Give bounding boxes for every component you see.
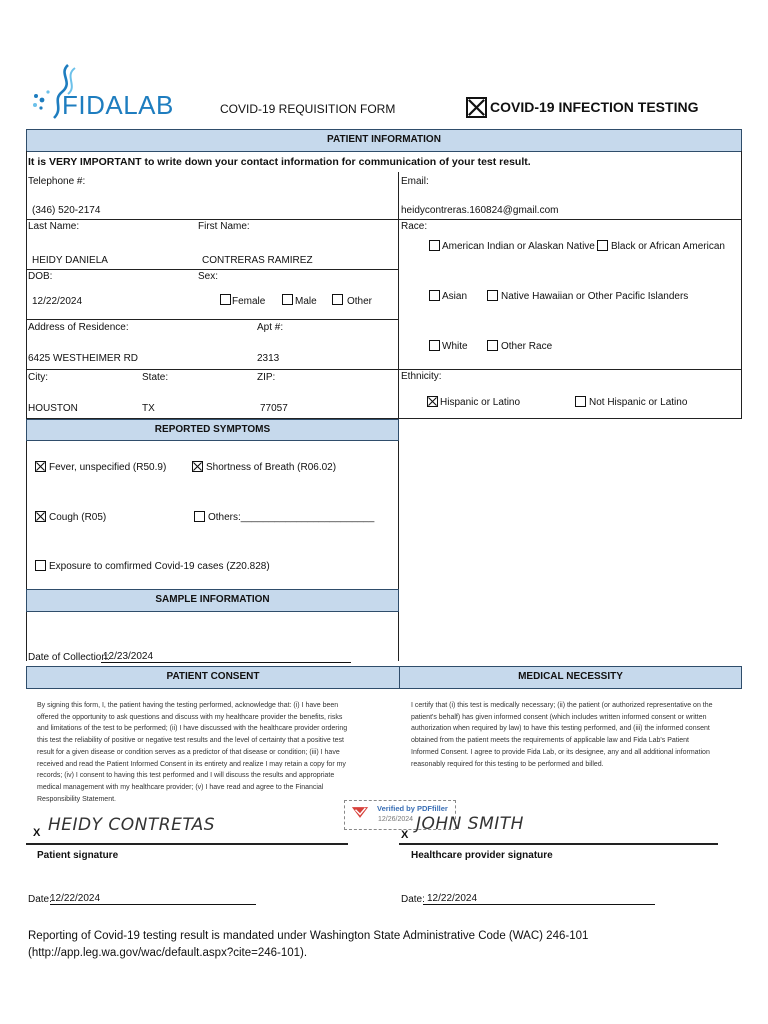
race-white-label: White [442,341,468,352]
symptom-exposure-label: Exposure to comfirmed Covid-19 cases (Z20.828) [49,561,270,572]
logo-text: FIDALAB [62,90,174,120]
symptom-cough-label: Cough (R05) [49,512,107,523]
telephone-label: Telephone #: [28,176,86,187]
patient-info-frame [26,151,742,419]
address-value[interactable]: 6425 WESTHEIMER RD [28,353,139,364]
race-asian-checkbox[interactable] [429,290,440,301]
sex-other-label: Other [347,296,373,307]
apt-value[interactable]: 2313 [257,353,280,364]
footer-line-1: Reporting of Covid-19 testing result is mandated under Washington State Administrative Code (WAC) 246-101 [28,930,589,942]
patient-signature-label: Patient signature [37,850,119,861]
testing-checkbox[interactable] [466,97,487,118]
symptom-fever-label: Fever, unspecified (R50.9) [49,462,167,473]
race-american-indian-checkbox[interactable] [429,240,440,251]
provider-signature[interactable]: JOHN SMITH [416,814,524,834]
ethnicity-label: Ethnicity: [401,371,442,382]
sex-male-label: Male [295,296,317,307]
ethnicity-not-hispanic-checkbox[interactable] [575,396,586,407]
ethnicity-hispanic-label: Hispanic or Latino [440,397,521,408]
last-name-label: Last Name: [28,221,80,232]
city-value[interactable]: HOUSTON [28,403,78,414]
race-black-label: Black or African American [611,241,725,252]
patient-x-mark: X [33,827,41,839]
race-white-checkbox[interactable] [429,340,440,351]
patient-info-header: PATIENT INFORMATION [26,129,742,152]
check-x-icon [36,512,45,521]
state-label: State: [142,372,169,383]
first-name-label: First Name: [198,221,250,232]
collection-date-value[interactable]: 12/23/2024 [101,651,351,663]
provider-x-mark: X [401,829,409,841]
pdffiller-check-icon [351,806,369,819]
symptoms-header: REPORTED SYMPTOMS [26,419,399,441]
fidalab-logo [28,62,188,124]
dob-label: DOB: [28,271,53,282]
collection-date-label: Date of Collection: [28,652,110,663]
symptom-fever-checkbox[interactable] [35,461,46,472]
sex-other-checkbox[interactable] [332,294,343,305]
testing-title: COVID-19 INFECTION TESTING [490,99,699,115]
sex-label: Sex: [198,271,219,282]
race-asian-label: Asian [442,291,468,302]
zip-value[interactable]: 77057 [260,403,288,414]
state-value[interactable]: TX [142,403,155,414]
form-title: COVID-19 REQUISITION FORM [220,102,396,116]
city-label: City: [28,372,48,383]
dob-value[interactable]: 12/22/2024 [32,296,83,307]
telephone-value[interactable]: (346) 520-2174 [32,205,101,216]
provider-date-label: Date: [401,894,425,905]
patient-signature[interactable]: HEIDY CONTRETAS [48,815,216,835]
check-x-icon [36,462,45,471]
sex-male-checkbox[interactable] [282,294,293,305]
ethnicity-hispanic-checkbox[interactable] [427,396,438,407]
stamp-date: 12/26/2024 [378,816,414,823]
stamp-text: Verified by PDFfiller [377,804,448,813]
provider-signature-label: Healthcare provider signature [411,850,553,861]
footer-line-2: (http://app.leg.wa.gov/wac/default.aspx?cite=246-101). [28,947,308,959]
first-name-value[interactable]: CONTRERAS RAMIREZ [202,255,313,266]
race-black-checkbox[interactable] [597,240,608,251]
patient-date-label: Date: [28,894,52,905]
symptom-others-label: Others:________________________ [208,512,375,523]
email-label: Email: [401,176,429,187]
sex-female-checkbox[interactable] [220,294,231,305]
check-x-icon [468,99,485,116]
sex-female-label: Female [232,296,266,307]
email-value[interactable]: heidycontreras.160824@gmail.com [401,205,559,216]
symptom-breath-label: Shortness of Breath (R06.02) [206,462,337,473]
symptom-breath-checkbox[interactable] [192,461,203,472]
address-label: Address of Residence: [28,322,129,333]
race-other-checkbox[interactable] [487,340,498,351]
patient-date-value[interactable]: 12/22/2024 [50,893,256,905]
race-american-indian-label: American Indian or Alaskan Native [442,241,595,252]
necessity-text: I certify that (i) this test is medically necessary; (ii) the patient (or authorized representative on the patient's behalf) has given informed consent (which includes written informed consent or written authorization when required by law) to have this testing performed, and (iii) the informed consent obtained from the patient meets the requirements of applicable law and Fida Lab's Patient Informed Consent. I agree to provide Fida Lab, or its designee, any and all additional information reasonably required for this testing to be performed and billed. [411,702,713,768]
symptom-exposure-checkbox[interactable] [35,560,46,571]
patient-consent-header: PATIENT CONSENT [26,666,400,689]
symptom-others-checkbox[interactable] [194,511,205,522]
ethnicity-not-hispanic-label: Not Hispanic or Latino [589,397,688,408]
check-x-icon [428,397,437,406]
zip-label: ZIP: [257,372,276,383]
symptom-cough-checkbox[interactable] [35,511,46,522]
race-hawaiian-checkbox[interactable] [487,290,498,301]
consent-text: By signing this form, I, the patient having the testing performed, acknowledge that: (i) I have been offered the opportunity to ask questions and discuss with my healthcare provider the benefits, risks and limitations of the test to be performed; (ii) I have discussed with the healthcare provider ordering this test the reliability of positive or negative test results and the level of certainty that a positive test result for a given disease or condition serves as a predictor of that disease or condition; (iii) I have received and read the Patient Informed Consent in its entirety and realize I may retain a copy for my records; (iv) I consent to having this test performed and I will discuss the results and appropriate medical management with my healthcare provider; (v) I have read and agree to the Financial Responsibility Statement. [37,702,348,803]
check-x-icon [193,462,202,471]
medical-necessity-header: MEDICAL NECESSITY [399,666,742,689]
race-other-label: Other Race [501,341,553,352]
provider-date-value[interactable]: 12/22/2024 [423,893,655,905]
race-hawaiian-label: Native Hawaiian or Other Pacific Islanders [501,291,689,302]
sample-header: SAMPLE INFORMATION [26,589,399,612]
last-name-value[interactable]: HEIDY DANIELA [32,255,108,266]
important-note: It is VERY IMPORTANT to write down your contact information for communication of your test result. [28,156,531,168]
apt-label: Apt #: [257,322,284,333]
race-label: Race: [401,221,428,232]
